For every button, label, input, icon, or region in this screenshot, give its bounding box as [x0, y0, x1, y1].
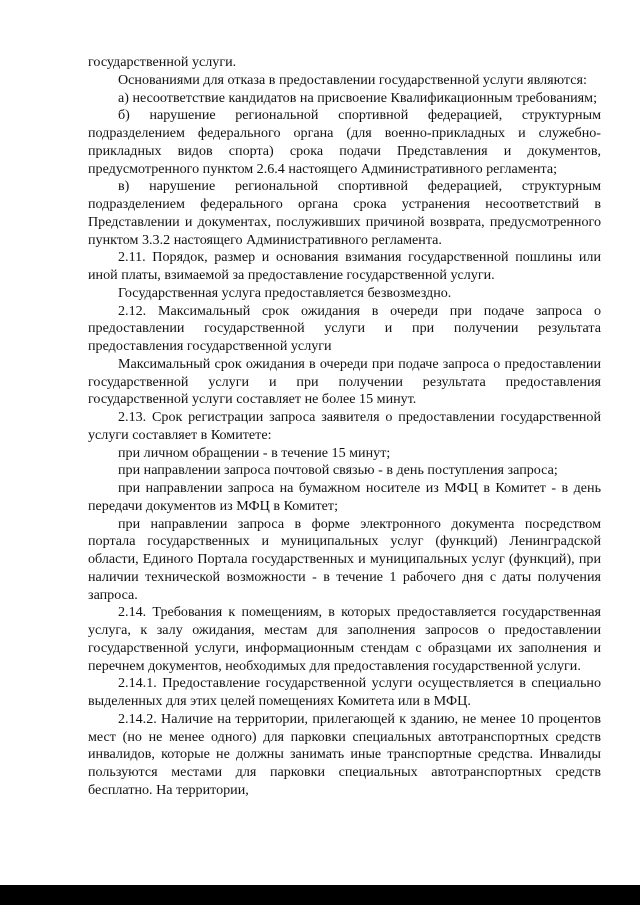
- section-2-12: 2.12. Максимальный срок ожидания в очереди при подаче запроса о предоставлении государственной услуги и при получении результата предоставления государственной услуги: [88, 302, 601, 354]
- document-body: [88, 54, 601, 800]
- paragraph-electronic: при направлении запроса в форме электронного документа посредством портала государственных и муниципальных услуг (функций) Ленинградской области, Единого Портала государственных и муниципальных услуг (функций), при наличии технической возможности - в течение 1 рабочего дня с даты получения запроса.: [88, 515, 601, 603]
- paragraph-continuation: государственной услуги.: [88, 54, 237, 70]
- list-item-a: а) несоответствие кандидатов на присвоение Квалификационным требованиям;: [118, 89, 597, 106]
- section-2-14: 2.14. Требования к помещениям, в которых предоставляется государственная услуга, к залу ожидания, местам для заполнения запросов о предоставлении государственной услуги, информационным стендам с образцами их заполнения и перечнем документов, необходимых для предоставления государственной услуги.: [88, 604, 601, 674]
- paragraph-free-service: Государственная услуга предоставляется безвозмездно.: [118, 284, 452, 301]
- section-2-14-1: 2.14.1. Предоставление государственной услуги осуществляется в специально выделенных для этих целей помещениях Комитета или в МФЦ.: [88, 675, 601, 709]
- paragraph-max-wait: Максимальный срок ожидания в очереди при подаче запроса о предоставлении государственной услуги и при получении результата предоставления государственной услуги составляет не более 15 минут.: [88, 355, 601, 408]
- paragraph-refusal-grounds: Основаниями для отказа в предоставлении государственной услуги являются:: [118, 71, 587, 88]
- section-2-13: 2.13. Срок регистрации запроса заявителя о предоставлении государственной услуги составляет в Комитете:: [88, 409, 601, 443]
- section-2-14-2: 2.14.2. Наличие на территории, прилегающей к зданию, не менее 10 процентов мест (но не менее одного) для парковки специальных автотранспортных средств инвалидов, которые не должны занимать иные транспортные средства. Инвалиды пользуются местами для парковки специальных автотранспортных средств бесплатно. На территории,: [88, 710, 601, 798]
- list-item-c: в) нарушение региональной спортивной федерацией, структурным подразделением федерального органа срока устранения несоответствий в Представлении и документах, послуживших причиной возврата, предусмотренного пунктом 3.3.2 настоящего Административного регламента.: [88, 178, 601, 248]
- scan-border-bottom: [0, 885, 640, 905]
- paragraph-mfc-paper: при направлении запроса на бумажном носителе из МФЦ в Комитет - в день передачи документов из МФЦ в Комитет;: [88, 480, 601, 514]
- list-item-b: б) нарушение региональной спортивной федерацией, структурным подразделением федерального органа (для военно-прикладных и служебно-прикладных видов спорта) срока подачи Представления и документов, предусмотренного пунктом 2.6.4 настоящего Административного регламента;: [88, 107, 601, 177]
- section-2-11: 2.11. Порядок, размер и основания взимания государственной пошлины или иной платы, взимаемой за предоставление государственной услуги.: [88, 249, 601, 283]
- paragraph-personal-visit: при личном обращении - в течение 15 минут;: [118, 444, 391, 461]
- paragraph-postal: при направлении запроса почтовой связью - в день поступления запроса;: [118, 462, 558, 479]
